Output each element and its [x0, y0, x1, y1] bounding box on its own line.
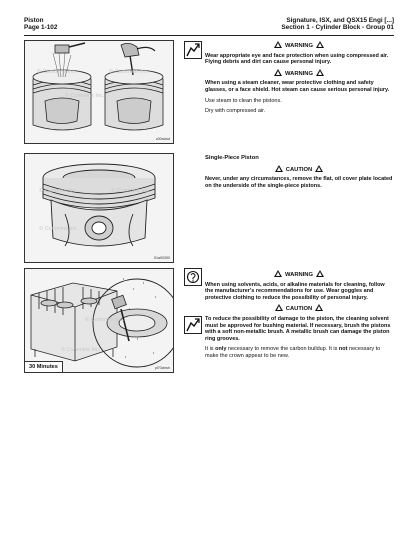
watermark: © Cummins Inc.: [109, 69, 149, 75]
warning-triangle-icon: [316, 270, 324, 277]
caution-triangle-icon: [275, 304, 283, 311]
figure-code: pi70cbwh: [154, 366, 170, 370]
soak-time-label: 30 Minutes: [25, 361, 63, 372]
watermark: © Cummins Inc.: [111, 188, 151, 194]
warning-triangle-icon: [316, 41, 324, 48]
steam-cleaning-illustration: [24, 40, 174, 144]
single-piece-piston-illustration: [24, 153, 174, 263]
caution-heading: CAUTION: [205, 165, 393, 174]
page-header-left: [24, 17, 57, 32]
warning-triangle-icon: [274, 41, 282, 48]
caution-heading: CAUTION: [205, 304, 393, 313]
block3-text: [205, 270, 393, 363]
block1-text: [205, 41, 393, 118]
wear-protection-icon: [184, 41, 202, 59]
watermark: © Cummins Inc.: [39, 226, 79, 232]
step-text: Use steam to clean the pistons.: [205, 97, 282, 104]
caution-text: Never, under any circumstances, remove the flat, oil cover plate located on the underside of the single-piece pistons.: [205, 176, 393, 189]
warning-triangle-icon: [274, 270, 282, 277]
warning-heading: WARNING: [205, 41, 393, 50]
warning-heading: WARNING: [205, 69, 393, 78]
warning-triangle-icon: [316, 69, 324, 76]
section-title: Section 1 - Cylinder Block - Group 01: [281, 24, 394, 32]
warning-text: Wear appropriate eye and face protection when using compressed air. Flying debris and dirt can cause personal injury.: [205, 52, 389, 66]
watermark: © Cummins Inc.: [37, 69, 77, 75]
figure-code: c00xdwd: [155, 137, 170, 141]
note-text: It is only necessary to remove the carbon buildup. It is not necessary to make the crown appear to be new.: [205, 346, 381, 359]
block2-text: [205, 155, 393, 192]
watermark: © Cummins Inc.: [61, 347, 101, 353]
wear-protection-icon: [184, 316, 202, 334]
section-name: Piston: [24, 17, 44, 24]
header-rule: [24, 35, 394, 36]
warning-text: When using solvents, acids, or alkaline materials for cleaning, follow the manufacturer's recommendations for use. Wear goggles and protective clothing to reduce the possibility of personal injury.: [205, 281, 385, 301]
watermark: © Cummins Inc.: [65, 93, 105, 99]
warning-triangle-icon: [274, 69, 282, 76]
caution-triangle-icon: [315, 165, 323, 172]
caution-triangle-icon: [275, 165, 283, 172]
manual-title: Signature, ISX, and QSX15 Engi [...]: [286, 17, 394, 24]
figure-code: 01a00390: [154, 256, 170, 260]
page-header-right: [281, 17, 394, 32]
warning-heading: WARNING: [205, 270, 393, 279]
page-number: Page 1-102: [24, 24, 58, 32]
step-text: Dry with compressed air.: [205, 108, 266, 115]
caution-triangle-icon: [315, 304, 323, 311]
subheading: Single-Piece Piston: [205, 155, 259, 161]
watermark: © Cummins Inc.: [39, 188, 79, 194]
caution-text: To reduce the possibility of damage to the piston, the cleaning solvent must be approved for bushing material. If necessary, brush the pistons with a soft non-metallic brush. A metallic brush can damage the piston ring grooves.: [205, 315, 391, 342]
read-instructions-icon: [184, 268, 202, 286]
warning-text: When using a steam cleaner, wear protective clothing and safety glasses, or a face shield. Hot steam can cause serious personal injury.: [205, 80, 390, 93]
solvent-soak-illustration: [24, 268, 174, 373]
watermark: © Cummins Inc.: [85, 317, 125, 323]
